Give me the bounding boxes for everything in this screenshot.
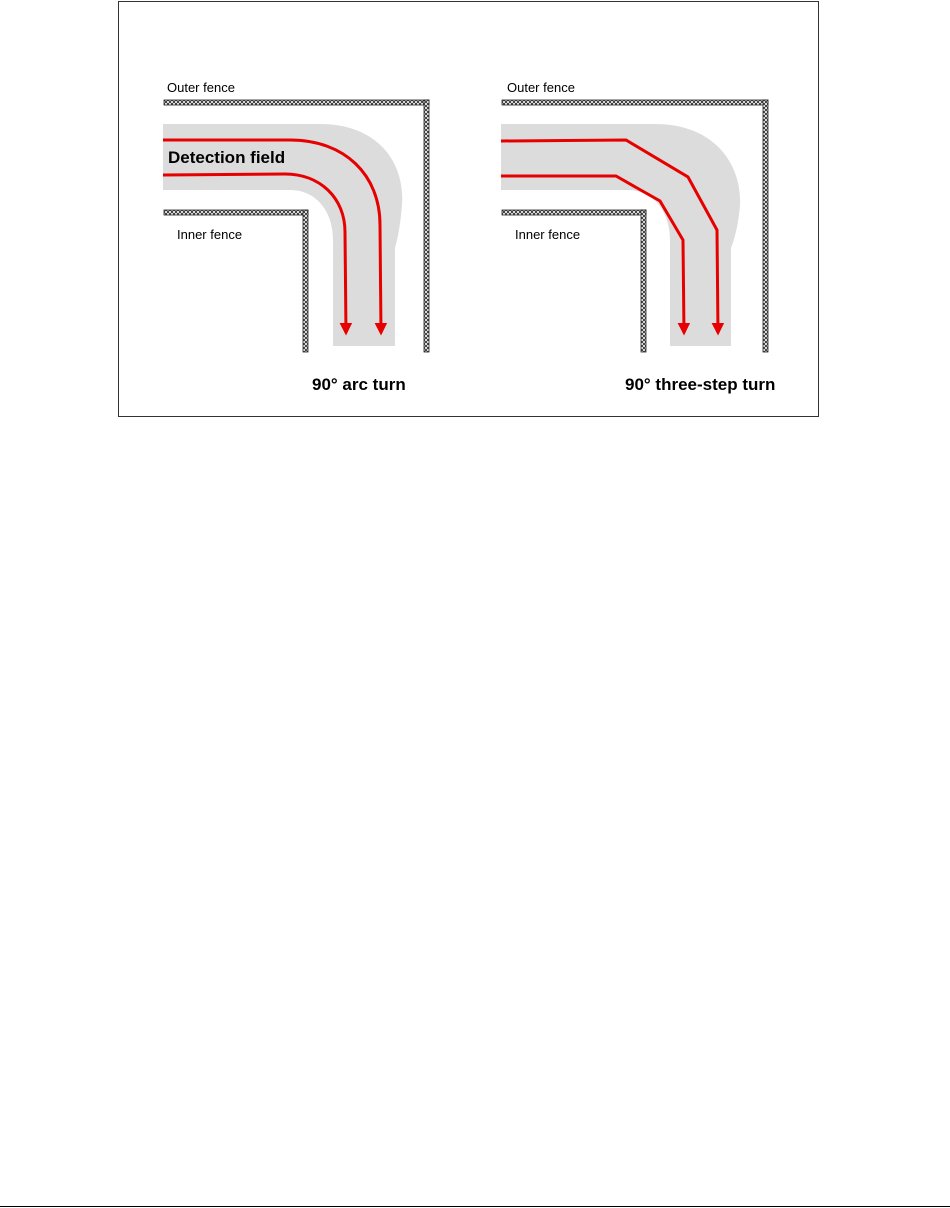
inner-fence-top [502,210,646,215]
outer-fence-label: Outer fence [507,80,575,95]
outer-fence-side [763,100,768,352]
outer-fence-label: Outer fence [167,80,235,95]
detection-field-label: Detection field [168,148,286,167]
inner-fence-side [641,210,646,352]
outer-fence-top [502,100,768,105]
page-footer-rule [0,1206,950,1207]
outer-fence-top [164,100,429,105]
inner-fence-top [164,210,308,215]
inner-fence-side [303,210,308,352]
caption-arc-turn: 90° arc turn [312,375,406,394]
inner-fence-label: Inner fence [515,227,581,242]
inner-fence-label: Inner fence [177,227,243,242]
caption-three-step-turn: 90° three-step turn [625,375,776,394]
outer-fence-side [424,100,429,352]
